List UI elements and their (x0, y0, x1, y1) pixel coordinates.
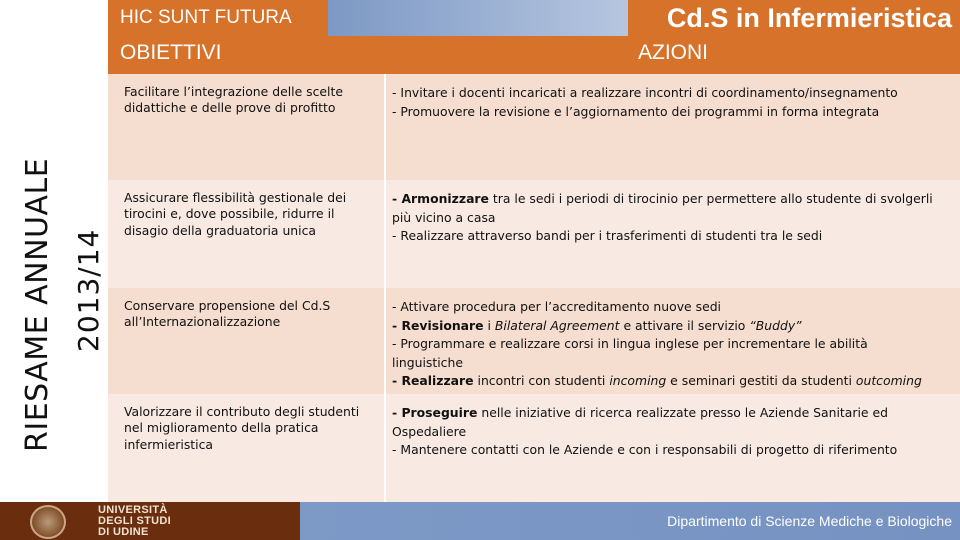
action-text: - Armonizzare tra le sedi i periodi di tirocinio per permettere allo studente di svolgerli (392, 191, 933, 206)
objective-text: didattiche e delle prove di profitto (124, 100, 336, 116)
action-text: più vicino a casa (392, 209, 496, 225)
objectives-heading: OBIETTIVI (120, 41, 222, 64)
side-year: 2013/14 (72, 228, 105, 352)
objective-text: infermieristica (124, 436, 213, 452)
objective-text: disagio della graduatoria unica (124, 222, 317, 238)
action-text: Ospedaliere (392, 423, 467, 439)
header-corner (0, 0, 108, 36)
action-text: - Promuovere la revisione e l’aggiornamento dei programmi in forma integrata (392, 103, 880, 119)
university-logo (98, 505, 198, 539)
side-title: RIESAME ANNUALE (20, 157, 55, 452)
action-text: linguistiche (392, 354, 463, 370)
table-row (108, 74, 960, 180)
objective-text: Valorizzare il contributo degli studenti (124, 404, 360, 419)
objective-text: Assicurare flessibilità gestionale dei (124, 190, 347, 205)
action-cell (386, 180, 960, 288)
objective-cell (108, 74, 386, 180)
action-text: - Mantenere contatti con le Aziende e con i responsabili di progetto di riferimento (392, 442, 898, 458)
table-row (108, 394, 960, 502)
objectives-actions-table (108, 74, 960, 502)
objective-cell (108, 288, 386, 394)
department-name: Dipartimento di Scienze Mediche e Biologiche (667, 513, 952, 529)
table-row (108, 288, 960, 394)
brand-motto: HIC SUNT FUTURA (120, 7, 292, 28)
action-cell (386, 288, 960, 394)
objective-text: Conservare propensione del Cd.S (124, 298, 331, 313)
university-name-line: UNIVERSITÀ (98, 504, 168, 516)
brand-banner (108, 0, 328, 36)
action-text: - Programmare e realizzare corsi in lingua inglese per incrementare le abilità (392, 336, 868, 352)
action-text: - Revisionare i Bilateral Agreement e attivare il servizio “Buddy” (392, 317, 802, 333)
objective-text: Facilitare l’integrazione delle scelte (124, 84, 343, 99)
footer-department-bar (300, 502, 960, 540)
action-text: - Realizzare attraverso bandi per i trasferimenti di studenti tra le sedi (392, 228, 823, 244)
action-cell (386, 394, 960, 502)
objectives-header (108, 36, 386, 74)
actions-heading: AZIONI (637, 41, 708, 64)
objective-cell (108, 394, 386, 502)
action-cell (386, 74, 960, 180)
table-row (108, 180, 960, 288)
action-text: - Attivare procedura per l’accreditamento nuove sedi (392, 299, 721, 314)
university-seal-icon (30, 505, 66, 539)
university-name-line: DEGLI STUDI (98, 515, 171, 527)
university-name-line: DI UDINE (98, 526, 149, 538)
objective-cell (108, 180, 386, 288)
objective-text: nel miglioramento della pratica (124, 420, 319, 436)
action-text: - Realizzare incontri con studenti incoming e seminari gestiti da studenti outcoming (392, 373, 922, 389)
actions-header (386, 36, 960, 74)
action-text: - Invitare i docenti incaricati a realizzare incontri di coordinamento/insegnamento (392, 85, 898, 100)
objective-text: all’Internazionalizzazione (124, 314, 281, 330)
action-text: - Proseguire nelle iniziative di ricerca realizzate presso le Aziende Sanitarie ed (392, 405, 888, 420)
course-title: Cd.S in Infermieristica (666, 3, 952, 33)
header-blue-strip (328, 0, 628, 36)
objective-text: tirocini e, dove possibile, ridurre il (124, 206, 335, 222)
